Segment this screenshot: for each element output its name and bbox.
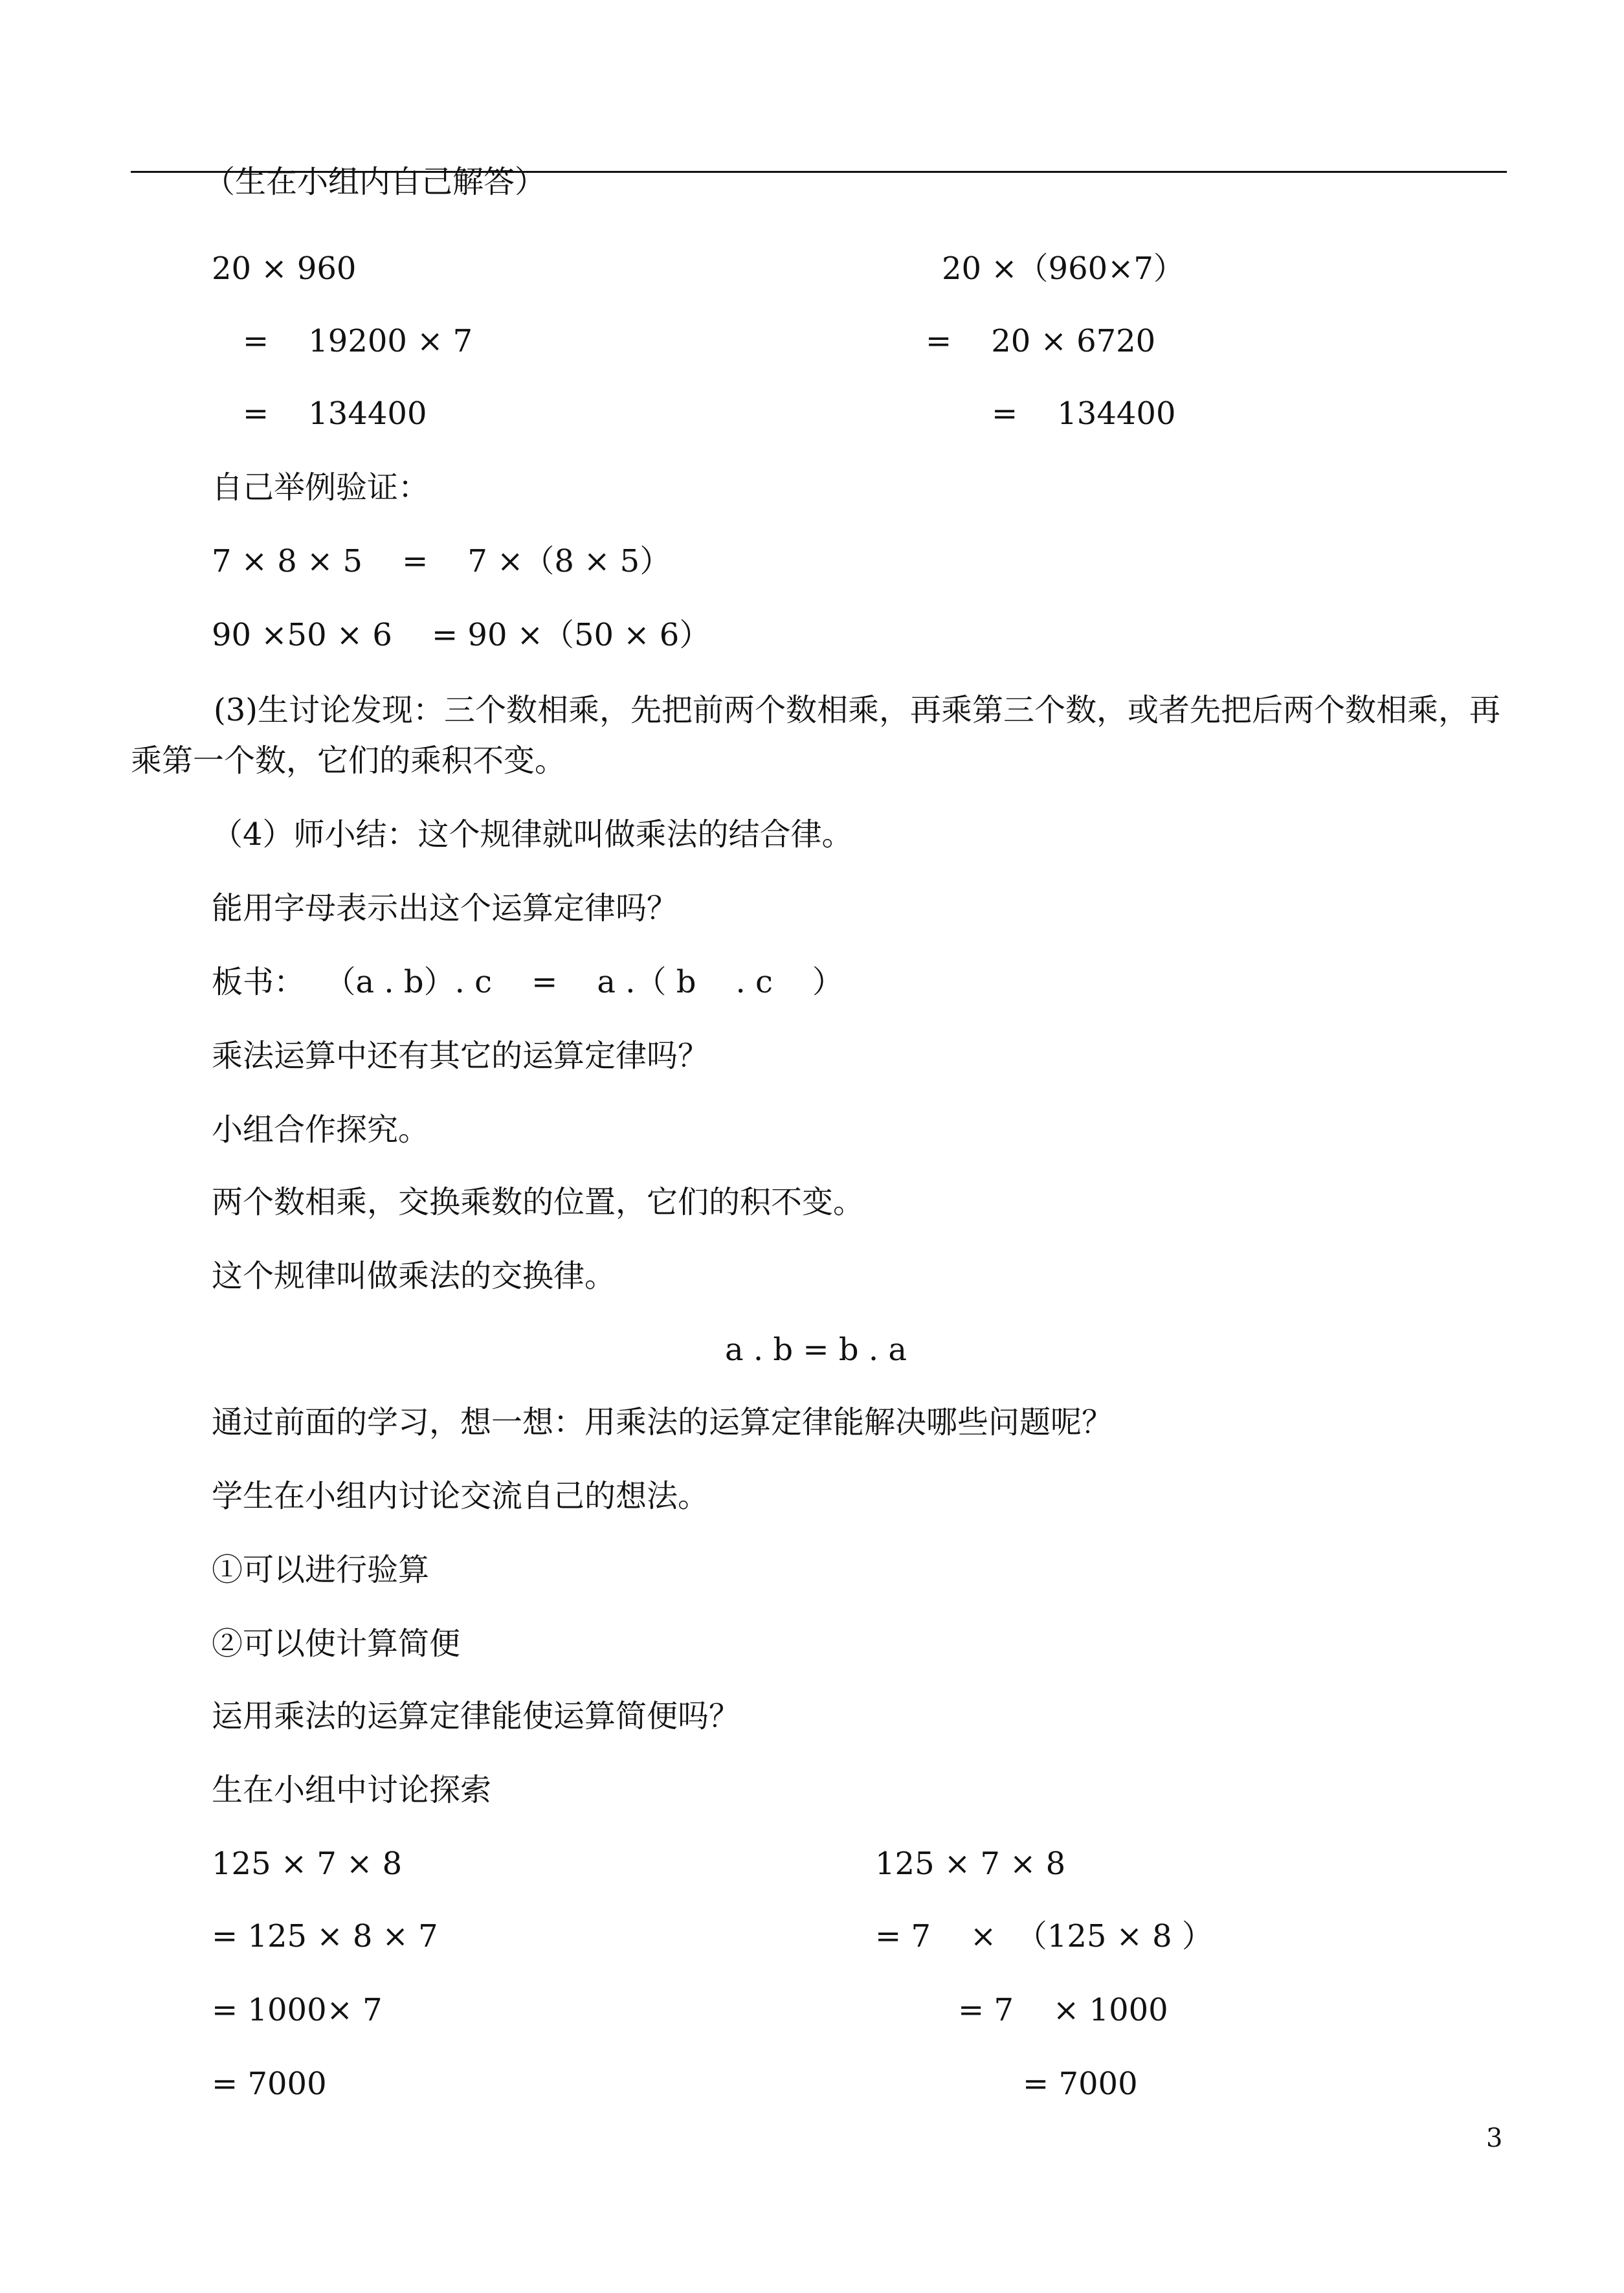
text-line: = 7000 (212, 2066, 327, 2102)
text-line: = 7000 (1023, 2066, 1138, 2102)
text-line: = 7 × （125 × 8 ） (875, 1918, 1213, 1954)
text-line: 能用字母表示出这个运算定律吗？ (212, 890, 678, 926)
text-line: 125 × 7 × 8 (875, 1846, 1066, 1882)
text-line: = 134400 (992, 396, 1176, 432)
text-line: 90 ×50 × 6 = 90 ×（50 × 6） (212, 617, 711, 653)
text-line: （生在小组内自己解答） (204, 164, 546, 200)
text-line: 通过前面的学习，想一想：用乘法的运算定律能解决哪些问题呢？ (212, 1404, 1113, 1440)
text-line: 板书： （a . b）. c = a .（ b . c ） (212, 964, 843, 1000)
text-line: 运用乘法的运算定律能使运算简便吗？ (212, 1698, 740, 1734)
text-line: 学生在小组内讨论交流自己的想法。 (212, 1478, 709, 1514)
text-line: 自己举例验证： (212, 469, 430, 506)
text-line: 乘法运算中还有其它的运算定律吗？ (212, 1038, 709, 1074)
text-line: = 1000× 7 (212, 1992, 383, 2028)
text-line: = 134400 (243, 396, 427, 432)
text-line: （4）师小结：这个规律就叫做乘法的结合律。 (212, 816, 853, 853)
text-line: = 125 × 8 × 7 (212, 1918, 438, 1954)
formula-line: a . b = b . a (725, 1332, 907, 1368)
page-number: 3 (1486, 2123, 1503, 2153)
text-line: 20 ×（960×7） (942, 251, 1185, 287)
text-line: = 20 × 6720 (926, 323, 1156, 359)
paragraph: (3)生讨论发现：三个数相乘，先把前两个数相乘，再乘第三个数，或者先把后两个数相乘，再乘第一个数，它们的乘积不变。 (131, 692, 1500, 779)
text-line: = 19200 × 7 (243, 323, 473, 359)
text-line: 这个规律叫做乘法的交换律。 (212, 1258, 616, 1294)
text-line: 20 × 960 (212, 251, 357, 287)
text-line: 小组合作探究。 (212, 1112, 430, 1148)
text-line: ②可以使计算简便 (212, 1626, 461, 1662)
text-line: 两个数相乘，交换乘数的位置，它们的积不变。 (212, 1184, 865, 1220)
text-line: 生在小组中讨论探索 (212, 1772, 492, 1808)
text-line: 7 × 8 × 5 = 7 ×（8 × 5） (212, 543, 671, 579)
text-line: = 7 × 1000 (958, 1992, 1168, 2028)
text-line: ①可以进行验算 (212, 1552, 430, 1588)
text-line: 125 × 7 × 8 (212, 1846, 403, 1882)
